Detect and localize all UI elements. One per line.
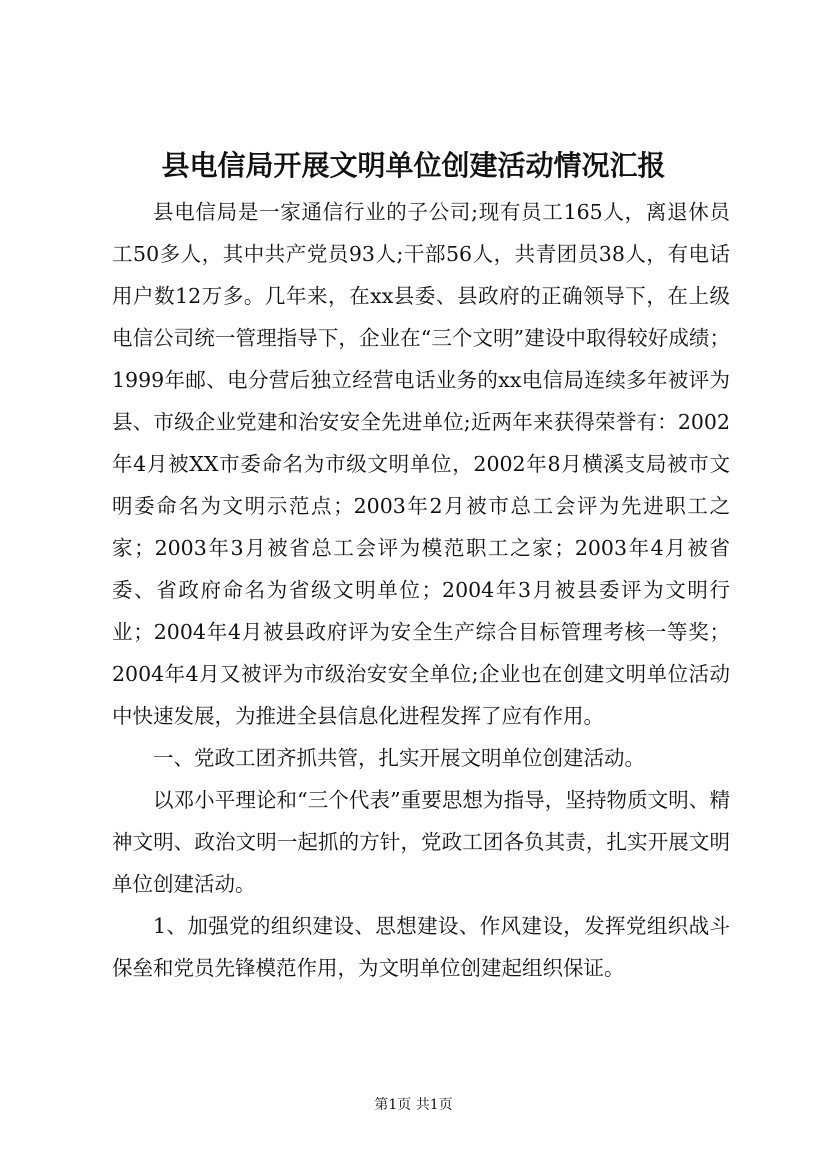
paragraph-guiding-principle: 以邓小平理论和“三个代表”重要思想为指导，坚持物质文明、精神文明、政治文明一起抓的方针，党政工团各负其责，扎实开展文明单位创建活动。	[112, 788, 730, 896]
paragraph-intro: 县电信局是一家通信行业的子公司;现有员工165人，离退休员工50多人，其中共产党员93人;干部56人，共青团员38人，有电话用户数12万多。几年来，在xx县委、县政府的正确领导下，在上级电信公司统一管理指导下，企业在“三个文明”建设中取得较好成绩；1999年邮、电分营后独立经营电话业务的xx电信局连续多年被评为县、市级企业党建和治安安全先进单位;近两年来获得荣誉有：2002年4月被XX市委命名为市级文明单位，2002年8月横溪支局被市文明委命名为文明示范点；2003年2月被市总工会评为先进职工之家；2003年3月被省总工会评为模范职工之家；2003年4月被省委、省政府命名为省级文明单位；2004年3月被县委评为文明行业；2004年4月被县政府评为安全生产综合目标管理考核一等奖；2004年4月又被评为市级治安安全单位;企业也在创建文明单位活动中快速发展，为推进全县信息化进程发挥了应有作用。	[112, 200, 730, 728]
page-footer: 第1页 共1页	[374, 1097, 453, 1113]
paragraph-item-1: 1、加强党的组织建设、思想建设、作风建设，发挥党组织战斗保垒和党员先锋模范作用，为文明单位创建起组织保证。	[112, 914, 730, 980]
document-body	[112, 191, 730, 989]
paragraph-section-heading: 一、党政工团齐抓共管，扎实开展文明单位创建活动。	[153, 746, 645, 770]
document-title: 县电信局开展文明单位创建活动情况汇报	[161, 149, 666, 182]
